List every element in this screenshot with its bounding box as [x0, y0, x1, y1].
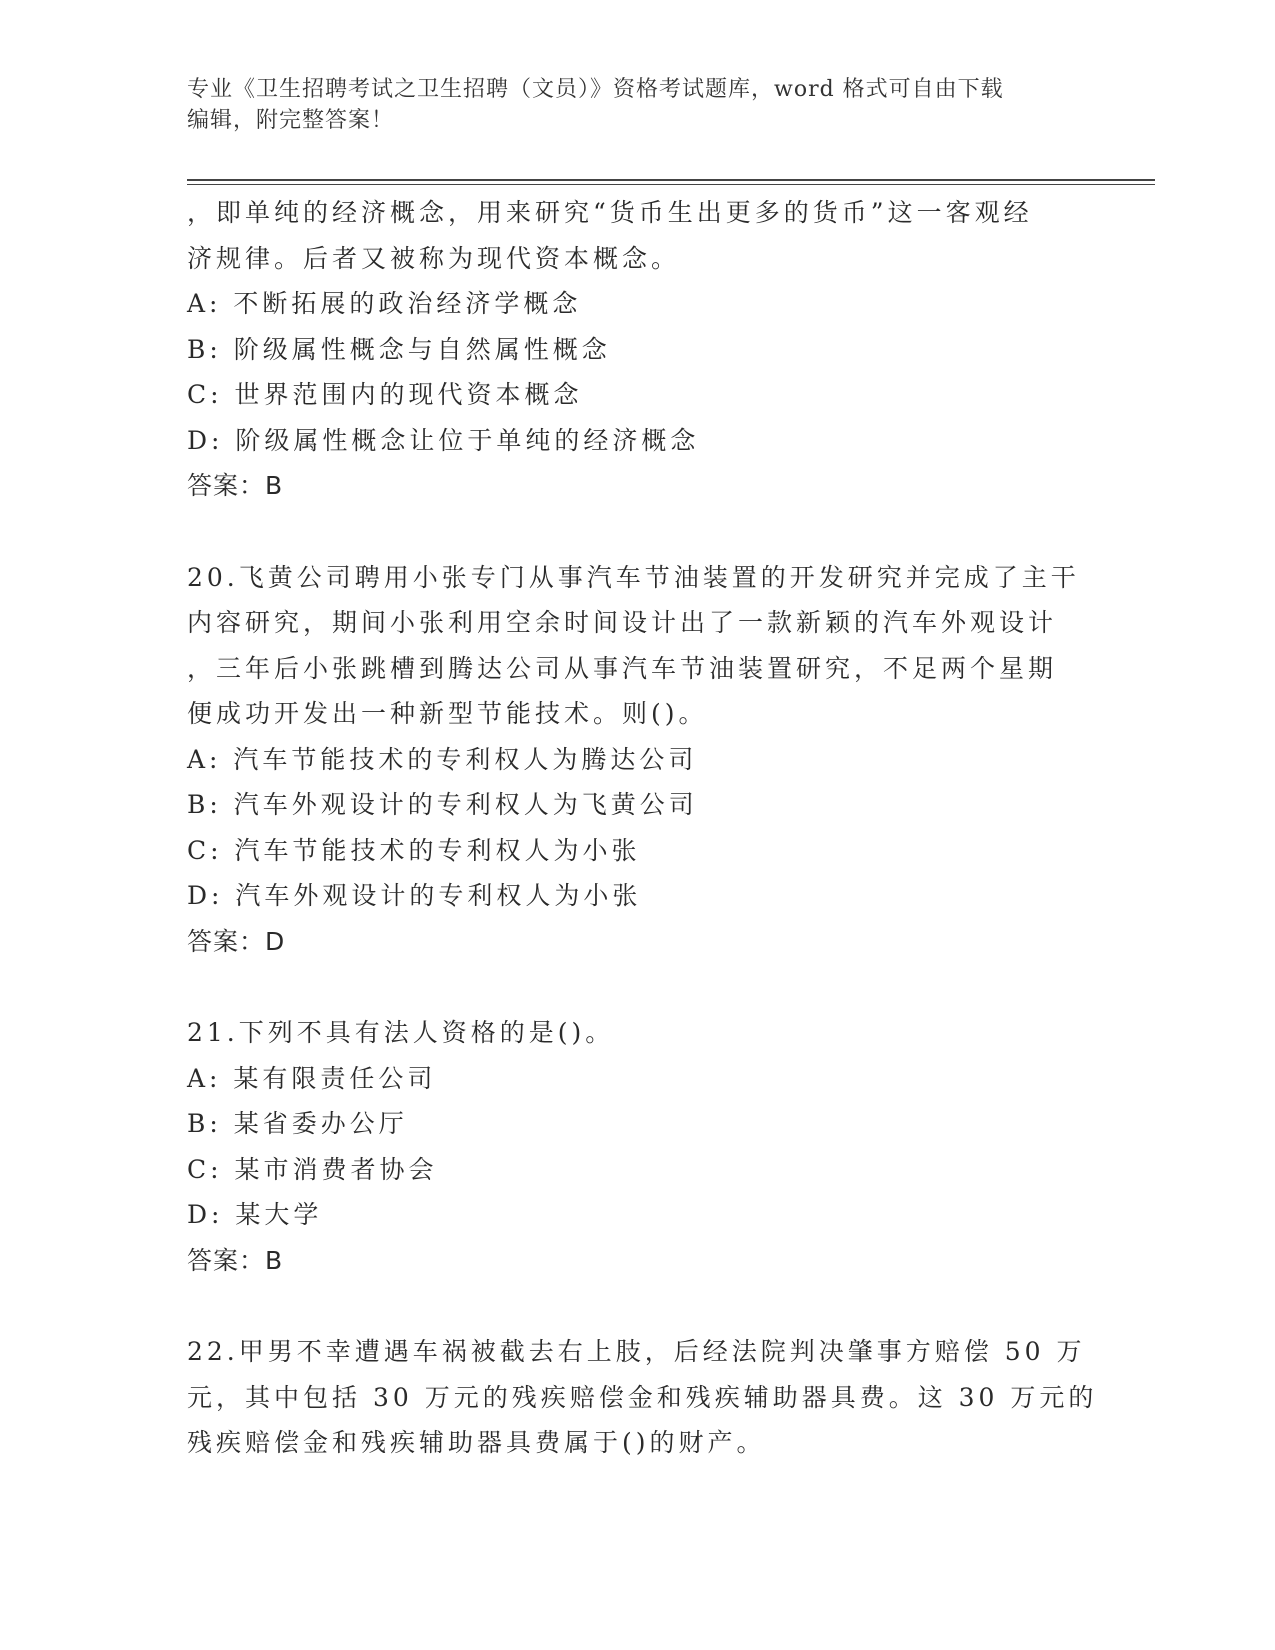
option-c: C: 世界范围内的现代资本概念: [187, 380, 583, 409]
option-a: A: 某有限责任公司: [187, 1063, 437, 1093]
option-a: A: 不断拓展的政治经济学概念: [187, 289, 582, 318]
option-b: B: 汽车外观设计的专利权人为飞黄公司: [187, 790, 698, 819]
spacer: [187, 509, 1087, 555]
question-stem-line: 济规律。后者又被称为现代资本概念。: [187, 243, 681, 273]
option-a: A: 汽车节能技术的专利权人为腾达公司: [187, 744, 698, 774]
answer-label: 答案：D: [187, 926, 286, 956]
answer-label: 答案：B: [187, 1245, 284, 1275]
option-b: B: 阶级属性概念与自然属性概念: [187, 334, 611, 364]
question-stem-line: ，三年后小张跳槽到腾达公司从事汽车节油装置研究，不足两个星期: [187, 653, 1058, 683]
header-line-1: 专业《卫生招聘考试之卫生招聘（文员）》资格考试题库，word 格式可自由下载: [187, 77, 1004, 102]
question-19: [187, 190, 1087, 509]
question-20: [187, 555, 1087, 965]
question-22: [187, 1329, 1098, 1466]
option-d: D: 某大学: [187, 1200, 323, 1229]
header-rule-thick: [187, 179, 1155, 181]
header-rule-thin: [187, 184, 1155, 185]
question-content: [187, 190, 1098, 1466]
question-stem-line: 残疾赔偿金和残疾辅助器具费属于()的财产。: [187, 1428, 766, 1457]
question-stem-line: 便成功开发出一种新型节能技术。则()。: [187, 699, 708, 728]
spacer: [187, 964, 1087, 1010]
option-d: D: 汽车外观设计的专利权人为小张: [187, 881, 642, 910]
question-stem-line: 20.飞黄公司聘用小张专门从事汽车节油装置的开发研究并完成了主干: [187, 562, 1080, 592]
option-d: D: 阶级属性概念让位于单纯的经济概念: [187, 425, 700, 455]
question-stem-line: 元，其中包括 30 万元的残疾赔偿金和残疾辅助器具费。这 30 万元的: [187, 1382, 1098, 1412]
answer-label: 答案：B: [187, 471, 284, 500]
option-c: C: 某市消费者协会: [187, 1154, 438, 1184]
spacer: [187, 1283, 1087, 1329]
question-21: [187, 1010, 1087, 1283]
option-c: C: 汽车节能技术的专利权人为小张: [187, 835, 641, 865]
header-line-2: 编辑，附完整答案！: [187, 108, 395, 133]
option-b: B: 某省委办公厅: [187, 1109, 408, 1138]
question-stem-line: 内容研究，期间小张利用空余时间设计出了一款新颖的汽车外观设计: [187, 608, 1058, 637]
question-stem-line: ，即单纯的经济概念，用来研究“货币生出更多的货币”这一客观经: [187, 198, 1033, 227]
page-header: [187, 74, 1067, 136]
question-stem-line: 21.下列不具有法人资格的是()。: [187, 1018, 615, 1047]
question-stem-line: 22.甲男不幸遭遇车祸被截去右上肢，后经法院判决肇事方赔偿 50 万: [187, 1337, 1086, 1366]
